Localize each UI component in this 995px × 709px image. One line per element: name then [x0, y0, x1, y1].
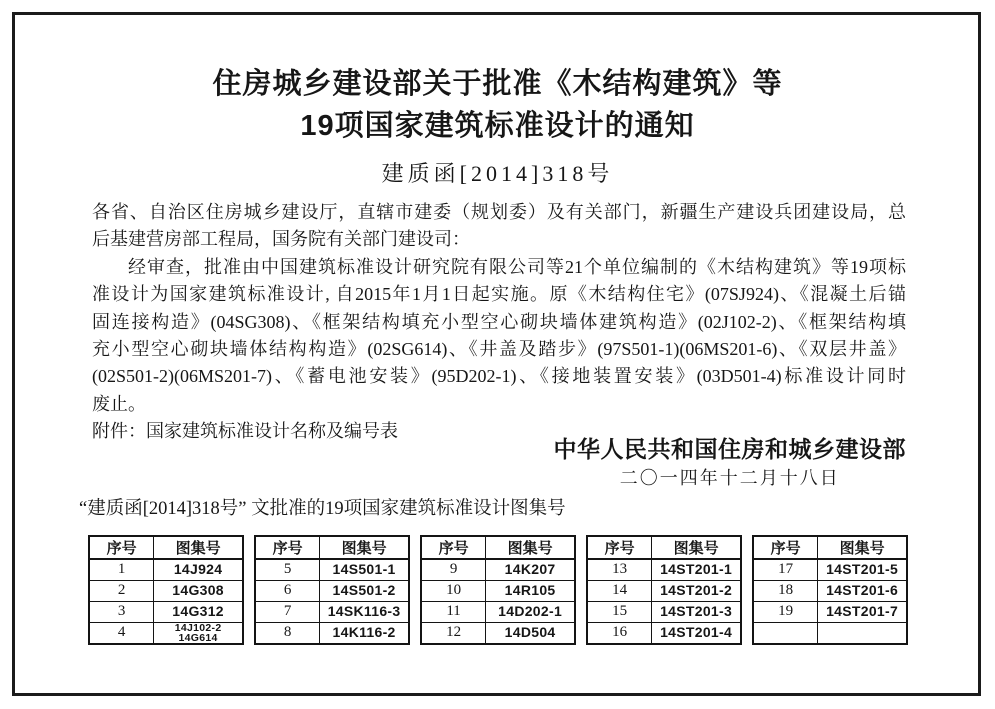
- cell-atlas-no: [154, 559, 243, 580]
- column-header-index: 序号: [255, 536, 320, 559]
- atlas-subtable: [420, 535, 576, 645]
- cell-atlas-no: [486, 601, 575, 622]
- body-line: (02S501-2)(06MS201-7)、《蓄电池安装》(95D202-1)、《接地装置安装》(03D501-4)标准设计同时: [92, 366, 906, 387]
- issue-date: 二〇一四年十二月十八日: [619, 468, 840, 488]
- cell-atlas-no: [652, 580, 741, 601]
- cell-atlas-no: [486, 559, 575, 580]
- cell-index: 13: [587, 559, 652, 580]
- atlas-code: 14ST201-2: [660, 582, 733, 599]
- table-row: [89, 580, 243, 601]
- table-row: [89, 622, 243, 644]
- atlas-subtable: [88, 535, 244, 645]
- atlas-code: 14D202-1: [498, 603, 563, 620]
- cell-atlas-no: [486, 622, 575, 643]
- table-row: [255, 601, 409, 622]
- body-line: 废止。: [92, 393, 146, 414]
- atlas-code: 14J102-2: [174, 622, 222, 634]
- cell-atlas-no: [320, 601, 409, 622]
- column-header-atlas-no: 图集号: [486, 536, 575, 559]
- atlas-code: 14ST201-5: [826, 561, 899, 578]
- body-line: 各省、自治区住房城乡建设厅，直辖市建委（规划委）及有关部门，新疆生产建设兵团建设局，总: [92, 202, 906, 222]
- cell-atlas-no: [652, 622, 741, 643]
- cell-index: 10: [421, 580, 486, 601]
- atlas-code: 14S501-1: [332, 561, 396, 578]
- cell-index: 17: [753, 559, 818, 580]
- table-row: [421, 622, 575, 643]
- cell-atlas-no: [486, 580, 575, 601]
- atlas-code: 14ST201-4: [660, 624, 733, 641]
- cell-atlas-no: [154, 580, 243, 601]
- document-number: 建质函[2014]318号: [381, 161, 614, 186]
- cell-atlas-no: [320, 580, 409, 601]
- cell-index: 19: [753, 601, 818, 622]
- cell-atlas-no: [818, 601, 907, 622]
- body-text: [92, 199, 906, 446]
- cell-index: 12: [421, 622, 486, 643]
- atlas-code: 14G312: [172, 603, 224, 619]
- issuing-authority: 中华人民共和国住房和城乡建设部: [553, 436, 906, 462]
- cell-atlas-no: [818, 580, 907, 601]
- atlas-code: 14K207: [504, 561, 556, 578]
- cell-index: 9: [421, 559, 486, 580]
- cell-atlas-no: [320, 559, 409, 580]
- table-row: [421, 580, 575, 601]
- body-line: 准设计为国家建筑标准设计, 自2015年1月1日起实施。原《木结构住宅》(07SJ924)、《混凝土后锚: [92, 284, 906, 305]
- cell-index: [753, 622, 818, 643]
- atlas-code: 14SK116-3: [327, 603, 401, 620]
- cell-index: 16: [587, 622, 652, 643]
- table-row: [89, 601, 243, 622]
- body-line: 充小型空心砌块墙体结构构造》(02SG614)、《井盖及踏步》(97S501-1)(06MS201-6)、《双层井盖》: [92, 339, 906, 360]
- cell-atlas-no: [320, 622, 409, 643]
- atlas-subtable: [752, 535, 908, 645]
- cell-index: 14: [587, 580, 652, 601]
- table-row: [255, 559, 409, 580]
- atlas-code: 14ST201-7: [826, 603, 899, 620]
- column-header-atlas-no: 图集号: [320, 536, 409, 559]
- cell-index: 11: [421, 601, 486, 622]
- cell-index: 5: [255, 559, 320, 580]
- cell-index: 15: [587, 601, 652, 622]
- table-row: [255, 580, 409, 601]
- atlas-code: 14D504: [504, 624, 556, 641]
- table-row: [753, 559, 907, 580]
- atlas-code: 14S501-2: [332, 582, 396, 599]
- column-header-atlas-no: 图集号: [154, 536, 243, 559]
- table-row: [587, 580, 741, 601]
- body-line: 经审查，批准由中国建筑标准设计研究院有限公司等21个单位编制的《木结构建筑》等19项标: [128, 256, 906, 277]
- table-row: [753, 601, 907, 622]
- atlas-code: 14ST201-6: [826, 582, 899, 599]
- cell-index: 2: [89, 580, 154, 601]
- table-row: [753, 580, 907, 601]
- cell-index: 1: [89, 559, 154, 580]
- document-title-line2: 19项国家建筑标准设计的通知: [300, 110, 695, 142]
- table-row: [255, 622, 409, 643]
- cell-atlas-no: [818, 622, 907, 643]
- column-header-atlas-no: 图集号: [652, 536, 741, 559]
- cell-index: 18: [753, 580, 818, 601]
- body-line: 固连接构造》(04SG308)、《框架结构填充小型空心砌块墙体建筑构造》(02J102-2)、《框架结构填: [92, 311, 906, 332]
- signature-block: [554, 436, 907, 489]
- column-header-atlas-no: 图集号: [818, 536, 907, 559]
- body-line: 后基建营房部工程局，国务院有关部门建设司：: [92, 229, 470, 250]
- cell-atlas-no: [154, 622, 243, 644]
- cell-atlas-no: [154, 601, 243, 622]
- table-row: [587, 559, 741, 580]
- body-line: 附件：国家建筑标准设计名称及编号表: [92, 421, 398, 442]
- cell-atlas-no: [818, 559, 907, 580]
- table-row: [421, 601, 575, 622]
- atlas-code: 14ST201-3: [660, 603, 733, 620]
- cell-index: 3: [89, 601, 154, 622]
- atlas-code: 14J924: [173, 561, 223, 578]
- atlas-code: 14G308: [172, 582, 224, 598]
- cell-index: 4: [89, 622, 154, 644]
- table-row: [89, 559, 243, 580]
- table-row: [753, 622, 907, 643]
- column-header-index: 序号: [753, 536, 818, 559]
- document-title-line1: 住房城乡建设部关于批准《木结构建筑》等: [212, 68, 783, 100]
- table-caption: “建质函[2014]318号” 文批准的19项国家建筑标准设计图集号: [79, 499, 566, 519]
- column-header-index: 序号: [587, 536, 652, 559]
- cell-atlas-no: [652, 601, 741, 622]
- atlas-subtable: [254, 535, 410, 645]
- atlas-code: 14G614: [178, 631, 218, 644]
- cell-atlas-no: [652, 559, 741, 580]
- atlas-code: 14K116-2: [332, 624, 396, 641]
- atlas-code: 14R105: [504, 582, 556, 599]
- cell-index: 8: [255, 622, 320, 643]
- atlas-table: [88, 535, 908, 645]
- table-row: [587, 601, 741, 622]
- table-row: [587, 622, 741, 643]
- column-header-index: 序号: [89, 536, 154, 559]
- atlas-subtable: [586, 535, 742, 645]
- cell-index: 6: [255, 580, 320, 601]
- column-header-index: 序号: [421, 536, 486, 559]
- table-row: [421, 559, 575, 580]
- atlas-code: 14ST201-1: [660, 561, 733, 578]
- cell-index: 7: [255, 601, 320, 622]
